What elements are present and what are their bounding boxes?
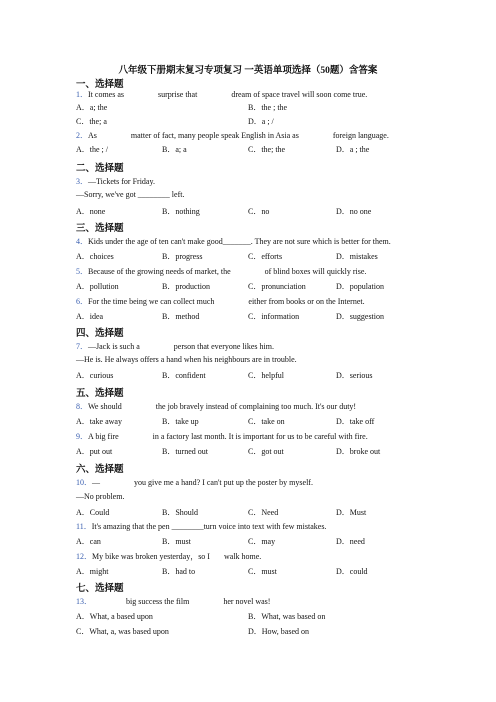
option-d[interactable]: D．need xyxy=(336,537,365,546)
section-heading: 六、选择题 xyxy=(76,465,124,475)
option-d[interactable]: D．mistakes xyxy=(336,252,378,261)
option-a[interactable]: A．none xyxy=(76,207,106,216)
option-a[interactable]: A．pollution xyxy=(76,282,119,291)
question-number: 11． xyxy=(76,522,92,531)
question-3-reply: —Sorry, we've got ________ left. xyxy=(76,190,185,199)
option-b[interactable]: B．confident xyxy=(162,371,206,380)
option-c[interactable]: C．What, a, was based upon xyxy=(76,627,169,636)
option-c[interactable]: C．helpful xyxy=(248,371,284,380)
option-b[interactable]: B．had to xyxy=(162,567,196,576)
question-number: 1． xyxy=(76,90,88,99)
question-13: 13． big success the film her novel was! xyxy=(76,597,271,606)
question-5: 5．Because of the growing needs of market, the of blind boxes will quickly rise. xyxy=(76,267,367,276)
option-c[interactable]: C．the; a xyxy=(76,117,107,126)
option-c[interactable]: C．got out xyxy=(248,447,284,456)
option-d[interactable]: D．a ; the xyxy=(336,145,370,154)
section-heading: 二、选择题 xyxy=(76,164,124,174)
option-b[interactable]: B．must xyxy=(162,537,191,546)
question-number: 2． xyxy=(76,131,88,140)
section-heading: 四、选择题 xyxy=(76,329,124,339)
option-a[interactable]: A．idea xyxy=(76,312,104,321)
option-a[interactable]: A．take away xyxy=(76,417,122,426)
option-a[interactable]: A．Could xyxy=(76,508,110,517)
question-2: 2．As matter of fact, many people speak English in Asia as foreign language. xyxy=(76,131,389,140)
question-number: 8． xyxy=(76,402,88,411)
option-b[interactable]: B．Should xyxy=(162,508,199,517)
option-b[interactable]: B．turned out xyxy=(162,447,208,456)
option-d[interactable]: D．a ; / xyxy=(248,117,274,126)
question-number: 9． xyxy=(76,432,88,441)
option-c[interactable]: C．take on xyxy=(248,417,285,426)
option-b[interactable]: B．What, was based on xyxy=(248,612,326,621)
option-b[interactable]: B．take up xyxy=(162,417,199,426)
question-number: 7． xyxy=(76,342,88,351)
option-b[interactable]: B．nothing xyxy=(162,207,200,216)
question-number: 13． xyxy=(76,597,92,606)
option-d[interactable]: D．broke out xyxy=(336,447,381,456)
question-number: 4． xyxy=(76,237,88,246)
question-number: 6． xyxy=(76,297,88,306)
option-c[interactable]: C．pronunciation xyxy=(248,282,306,291)
option-d[interactable]: D．could xyxy=(336,567,368,576)
option-a[interactable]: A．curious xyxy=(76,371,114,380)
question-9: 9．A big fire in a factory last month. It is important for us to be careful with fire. xyxy=(76,432,368,441)
section-heading: 三、选择题 xyxy=(76,224,124,234)
question-7: 7．—Jack is such a person that everyone likes him. xyxy=(76,342,274,351)
question-3: 3．—Tickets for Friday. xyxy=(76,177,155,186)
option-d[interactable]: D．population xyxy=(336,282,384,291)
option-c[interactable]: C．the; the xyxy=(248,145,286,154)
question-10-reply: —No problem. xyxy=(76,492,125,501)
question-11: 11．It's amazing that the pen ________turn voice into text with few mistakes. xyxy=(76,522,327,531)
option-d[interactable]: D．suggestion xyxy=(336,312,384,321)
option-d[interactable]: D．Must xyxy=(336,508,367,517)
question-12: 12．My bike was broken yesterday，so I walk home. xyxy=(76,552,262,561)
option-c[interactable]: C．information xyxy=(248,312,300,321)
page-title: 八年级下册期末复习专项复习 一英语单项选择（50题）含答案 xyxy=(118,66,378,76)
question-4: 4．Kids under the age of ten can't make good_______. They are not sure which is better for them. xyxy=(76,237,391,246)
option-d[interactable]: D．take off xyxy=(336,417,375,426)
question-1: 1．It comes as surprise that dream of space travel will soon come true. xyxy=(76,90,368,99)
option-b[interactable]: B．the ; the xyxy=(248,103,288,112)
question-6: 6．For the time being we can collect much either from books or on the Internet. xyxy=(76,297,365,306)
section-heading: 五、选择题 xyxy=(76,389,124,399)
question-7-reply: —He is. He always offers a hand when his neighbours are in trouble. xyxy=(76,355,297,364)
question-number: 3． xyxy=(76,177,88,186)
option-a[interactable]: A．might xyxy=(76,567,109,576)
question-10: 10．— you give me a hand? I can't put up the poster by myself. xyxy=(76,478,313,487)
question-number: 10． xyxy=(76,478,92,487)
option-d[interactable]: D．How, based on xyxy=(248,627,310,636)
option-b[interactable]: B．production xyxy=(162,282,210,291)
question-8: 8．We should the job bravely instead of complaining too much. It's our duty! xyxy=(76,402,357,411)
option-a[interactable]: A．choices xyxy=(76,252,114,261)
option-a[interactable]: A．can xyxy=(76,537,101,546)
option-a[interactable]: A．What, a based upon xyxy=(76,612,153,621)
section-heading: 七、选择题 xyxy=(76,584,124,594)
option-b[interactable]: B．progress xyxy=(162,252,203,261)
option-d[interactable]: D．no one xyxy=(336,207,372,216)
option-c[interactable]: C．may xyxy=(248,537,276,546)
option-a[interactable]: A．a; the xyxy=(76,103,108,112)
option-c[interactable]: C．efforts xyxy=(248,252,283,261)
option-c[interactable]: C．no xyxy=(248,207,270,216)
option-a[interactable]: A．put out xyxy=(76,447,113,456)
option-d[interactable]: D．serious xyxy=(336,371,373,380)
option-b[interactable]: B．a; a xyxy=(162,145,187,154)
section-heading: 一、选择题 xyxy=(76,80,124,90)
option-a[interactable]: A．the ; / xyxy=(76,145,108,154)
question-number: 12． xyxy=(76,552,92,561)
option-c[interactable]: C．must xyxy=(248,567,277,576)
question-number: 5． xyxy=(76,267,88,276)
option-b[interactable]: B．method xyxy=(162,312,200,321)
option-c[interactable]: C．Need xyxy=(248,508,279,517)
